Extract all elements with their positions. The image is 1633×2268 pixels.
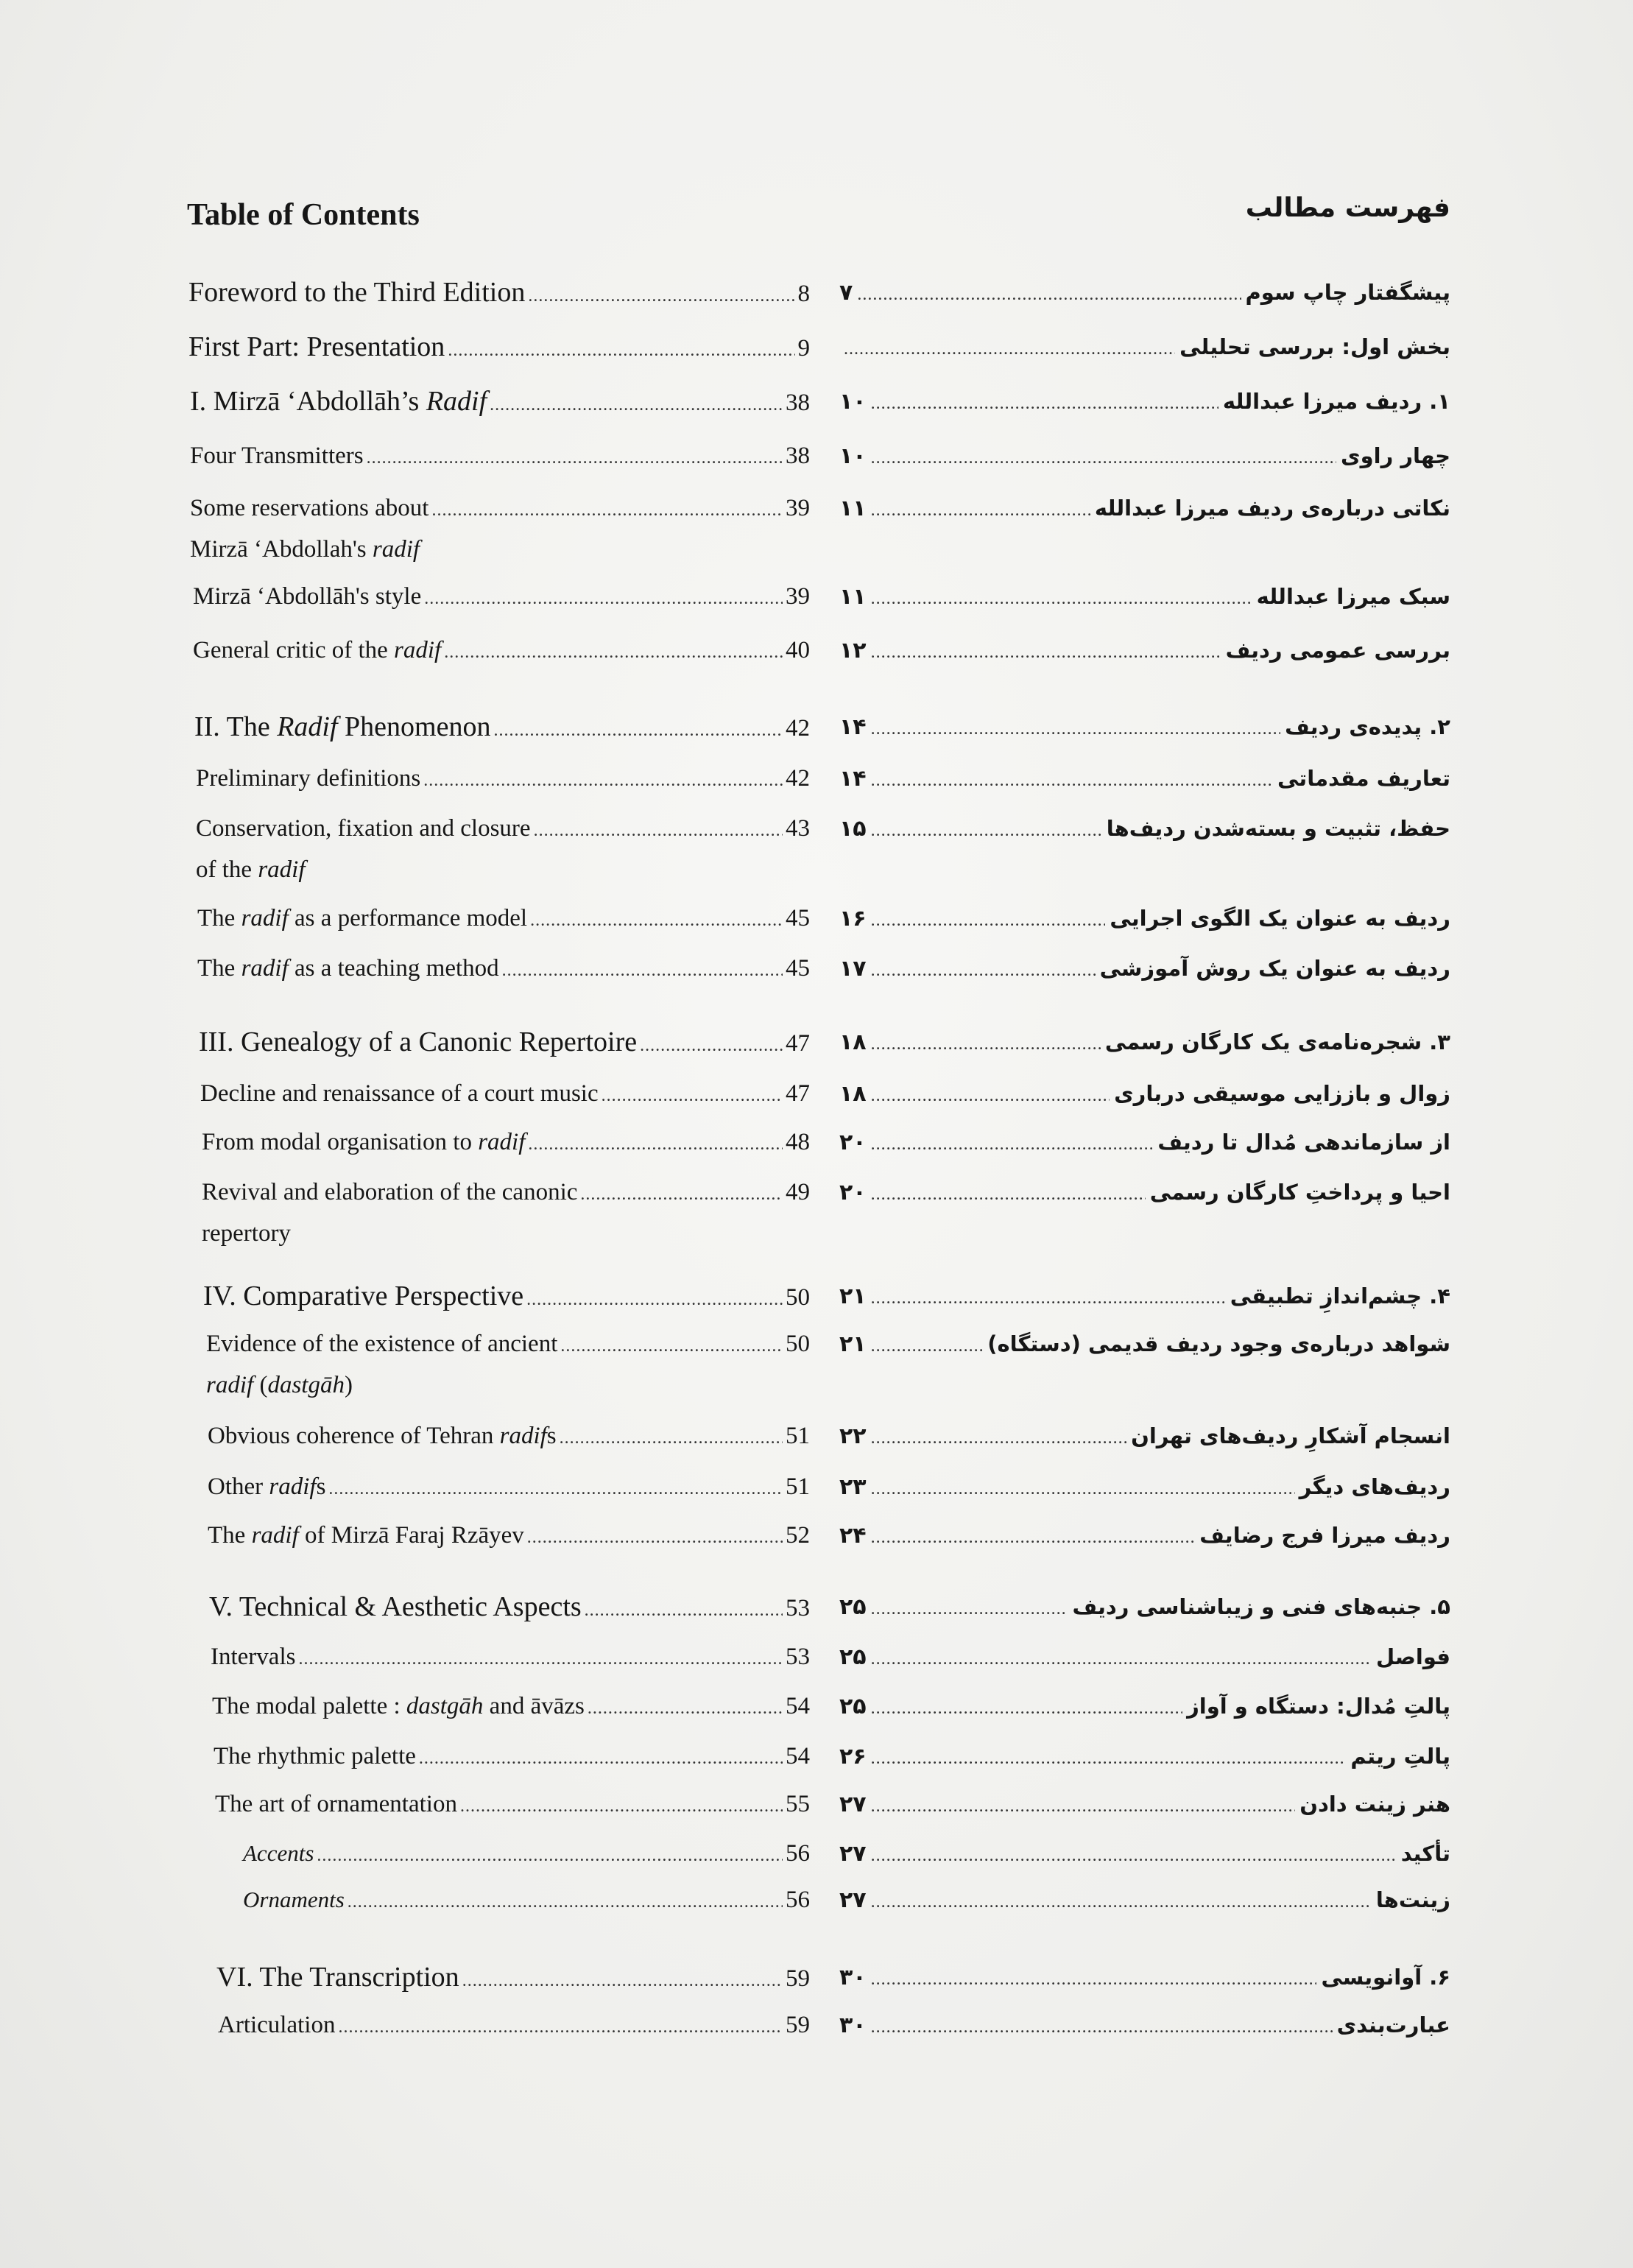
- toc-entry-english: [200, 1075, 810, 1112]
- dot-leader: [431, 492, 783, 529]
- entry-title-english-continued: radif (dastgāh): [206, 1372, 353, 1398]
- toc-row: [0, 1418, 1633, 1462]
- toc-row: [0, 383, 1633, 427]
- page-number-english: 53: [786, 1595, 810, 1621]
- dot-leader: [871, 1471, 1295, 1507]
- page-number-persian: ۷: [839, 280, 853, 306]
- dot-leader: [871, 1788, 1296, 1825]
- entry-title-english-continued: of the radif: [196, 856, 306, 883]
- toc-row: [0, 708, 1633, 753]
- dot-leader: [871, 1077, 1110, 1114]
- dot-leader: [298, 1641, 783, 1677]
- toc-entry-persian: [839, 383, 1450, 420]
- toc-entry-persian: [839, 490, 1450, 526]
- page-number-persian: ۲۷: [839, 1887, 867, 1913]
- entry-title-english: VI. The Transcription: [216, 1962, 459, 1993]
- entry-title-english: Foreword to the Third Edition: [188, 277, 526, 308]
- page-number-english: 45: [786, 955, 810, 982]
- entry-title-english: Mirzā ‘Abdollāh's style: [193, 583, 422, 610]
- toc-entry-persian: [839, 760, 1450, 797]
- toc-row: [0, 1124, 1633, 1168]
- dot-leader: [424, 580, 783, 617]
- entry-title-persian: ۱. ردیف میرزا عبدالله: [1222, 389, 1450, 414]
- toc-row: [0, 1075, 1633, 1119]
- toc-entry-english: [202, 1174, 810, 1211]
- toc-row: [0, 437, 1633, 482]
- dot-leader: [871, 385, 1218, 422]
- entry-title-english: The radif of Mirzā Faraj Rzāyev: [208, 1522, 524, 1549]
- entry-title-english: Accents: [243, 1840, 314, 1866]
- dot-leader: [462, 1962, 783, 1999]
- toc-entry-persian: [839, 810, 1450, 847]
- toc-entry-english: [190, 383, 810, 420]
- toc-entry-persian: [839, 1325, 1450, 1362]
- page-number-english: 38: [786, 390, 810, 416]
- toc-entry-persian: [839, 1278, 1450, 1314]
- dot-leader: [526, 1281, 783, 1318]
- toc-entry-persian: [839, 1959, 1450, 1996]
- entry-title-english: V. Technical & Aesthetic Aspects: [209, 1591, 582, 1622]
- toc-entry-persian: [839, 1835, 1450, 1872]
- toc-row: [0, 810, 1633, 883]
- entry-title-persian: ۴. چشم‌اندازِ تطبیقی: [1230, 1283, 1450, 1309]
- toc-entry-english: [193, 578, 810, 615]
- toc-row: [0, 900, 1633, 944]
- toc-entry-persian: [839, 708, 1450, 745]
- entry-title-english: Other radifs: [208, 1473, 326, 1500]
- entry-title-persian: نکاتی درباره‌ی ردیف میرزا عبدالله: [1094, 496, 1450, 521]
- dot-leader: [871, 952, 1096, 989]
- toc-entry-persian: [839, 1124, 1450, 1161]
- dot-leader: [338, 2009, 783, 2046]
- entry-title-english: The art of ornamentation: [215, 1791, 457, 1817]
- toc-entry-english: [194, 708, 810, 745]
- dot-leader: [444, 634, 783, 671]
- dot-leader: [871, 1026, 1101, 1063]
- toc-row: [0, 1688, 1633, 1732]
- page-number-persian: ۱۶: [839, 906, 867, 932]
- dot-leader: [448, 332, 794, 369]
- dot-leader: [871, 2009, 1333, 2046]
- toc-entry-english: [203, 1278, 810, 1314]
- toc-entry-english: [196, 810, 810, 847]
- dot-leader: [871, 492, 1090, 529]
- dot-leader: [527, 1519, 783, 1556]
- entry-title-persian: ردیف میرزا فرج رضایف: [1199, 1523, 1450, 1548]
- entry-title-persian: ردیف به عنوان یک روش آموزشی: [1099, 956, 1450, 981]
- toc-entry-persian: [839, 1517, 1450, 1554]
- entry-title-persian: سبک میرزا عبدالله: [1256, 584, 1450, 609]
- page-number-persian: ۱۰: [839, 389, 867, 415]
- page-number-english: 59: [786, 1965, 810, 1992]
- page-number-english: 39: [786, 583, 810, 610]
- page-number-english: 50: [786, 1284, 810, 1311]
- dot-leader: [871, 1740, 1347, 1777]
- page-number-english: 53: [786, 1644, 810, 1670]
- toc-entry-persian: [839, 950, 1450, 987]
- toc-row: [0, 1835, 1633, 1879]
- dot-leader: [871, 1837, 1397, 1874]
- page-number-persian: ۱۴: [839, 714, 867, 740]
- page-number-english: 42: [786, 765, 810, 792]
- toc-entry-english: [188, 328, 810, 365]
- page-number-english: 56: [786, 1840, 810, 1867]
- dot-leader: [460, 1788, 783, 1825]
- dot-leader: [580, 1176, 783, 1213]
- entry-title-english: II. The Radif Phenomenon: [194, 711, 491, 742]
- page-number-english: 54: [786, 1743, 810, 1769]
- entry-title-english: Revival and elaboration of the canonic: [202, 1179, 578, 1205]
- dot-leader: [640, 1027, 783, 1064]
- entry-title-english: From modal organisation to radif: [202, 1129, 526, 1155]
- entry-title-persian: تأکید: [1400, 1841, 1450, 1866]
- toc-entry-english: [190, 437, 810, 474]
- page-number-persian: ۱۸: [839, 1029, 867, 1055]
- toc-entry-english: [215, 1786, 810, 1822]
- page-number-persian: ۱۷: [839, 956, 867, 982]
- toc-entry-english: [208, 1517, 810, 1554]
- dot-leader: [871, 1328, 984, 1364]
- dot-leader: [871, 711, 1280, 747]
- page-number-persian: ۳۰: [839, 1965, 867, 1990]
- entry-title-english-continued: Mirzā ‘Abdollah's radif: [190, 536, 420, 563]
- toc-row: [0, 632, 1633, 676]
- toc-row: [0, 950, 1633, 994]
- page-number-persian: ۱۰: [839, 443, 867, 469]
- entry-title-english: Four Transmitters: [190, 443, 364, 469]
- toc-entry-persian: [839, 1881, 1450, 1918]
- page-number-english: 45: [786, 905, 810, 932]
- entry-title-english: Decline and renaissance of a court music: [200, 1080, 599, 1107]
- entry-title-english: The radif as a performance model: [197, 905, 528, 932]
- toc-row: [0, 1738, 1633, 1782]
- page-number-persian: ۲۳: [839, 1474, 867, 1500]
- page-number-english: 50: [786, 1331, 810, 1357]
- toc-row: [0, 490, 1633, 563]
- dot-leader: [534, 812, 783, 849]
- toc-entry-persian: [839, 1024, 1450, 1060]
- page-number-english: 54: [786, 1693, 810, 1719]
- toc-entry-persian: [839, 1688, 1450, 1725]
- page-number-persian: ۱۱: [839, 496, 867, 521]
- page-number-english: 48: [786, 1129, 810, 1155]
- toc-entry-english: [197, 900, 810, 937]
- entry-title-english: IV. Comparative Perspective: [203, 1281, 524, 1311]
- page-number-english: 40: [786, 637, 810, 663]
- dot-leader: [419, 1740, 783, 1777]
- page-number-english: 52: [786, 1522, 810, 1549]
- entry-title-persian: ۲. پدیده‌ی ردیف: [1285, 714, 1450, 739]
- entry-title-persian: عبارت‌بندی: [1336, 2012, 1450, 2038]
- page-number-english: 56: [786, 1887, 810, 1913]
- entry-title-english: I. Mirzā ‘Abdollāh’s Radif: [190, 386, 487, 417]
- toc-entry-persian: [839, 1588, 1450, 1625]
- toc-entry-english: [188, 274, 810, 311]
- entry-title-english: First Part: Presentation: [188, 331, 445, 362]
- page-number-english: 49: [786, 1179, 810, 1205]
- dot-leader: [844, 331, 1175, 367]
- toc-entry-english: [212, 1688, 810, 1725]
- page-number-english: 51: [786, 1473, 810, 1500]
- page-number-persian: ۱۸: [839, 1081, 867, 1107]
- dot-leader: [871, 1641, 1372, 1677]
- dot-leader: [871, 580, 1252, 617]
- toc-entry-persian: [839, 2007, 1450, 2043]
- dot-leader: [317, 1837, 783, 1874]
- toc-row: [0, 328, 1633, 373]
- toc-row: [0, 274, 1633, 318]
- page-number-english: 47: [786, 1030, 810, 1057]
- toc-row: [0, 1024, 1633, 1068]
- page-number-english: 8: [797, 281, 810, 307]
- entry-title-english: The rhythmic palette: [214, 1743, 416, 1769]
- dot-leader: [871, 812, 1102, 849]
- toc-heading-english: Table of Contents: [187, 198, 420, 232]
- toc-row: [0, 1881, 1633, 1926]
- dot-leader: [871, 1591, 1068, 1627]
- dot-leader: [871, 1884, 1372, 1920]
- toc-row: [0, 1959, 1633, 2003]
- toc-row: [0, 1468, 1633, 1512]
- page-number-english: 39: [786, 495, 810, 521]
- page-number-persian: ۲۰: [839, 1180, 867, 1205]
- page-number-persian: ۲۴: [839, 1523, 867, 1549]
- entry-title-persian: ۵. جنبه‌های فنی و زیباشناسی ردیف: [1072, 1594, 1450, 1619]
- entry-title-persian: پالتِ مُدال: دستگاه و آواز: [1187, 1694, 1450, 1719]
- entry-title-persian: زینت‌ها: [1375, 1887, 1450, 1912]
- toc-entry-persian: [839, 900, 1450, 937]
- toc-entry-persian: [839, 1468, 1450, 1505]
- page-number-persian: ۱۱: [839, 584, 867, 610]
- entry-title-persian: چهار راوی: [1341, 443, 1450, 468]
- page-number-persian: ۲۱: [839, 1283, 867, 1309]
- toc-row: [0, 1325, 1633, 1398]
- page-number-english: 55: [786, 1791, 810, 1817]
- entry-title-persian: بخش اول: بررسی تحلیلی: [1179, 334, 1450, 359]
- entry-title-english: III. Genealogy of a Canonic Repertoire: [199, 1026, 638, 1057]
- page-number-english: 47: [786, 1080, 810, 1107]
- entry-title-persian: ردیف به عنوان یک الگوی اجرایی: [1110, 906, 1450, 931]
- toc-entry-persian: [839, 1418, 1450, 1454]
- entry-title-persian: هنر زینت دادن: [1299, 1792, 1450, 1817]
- dot-leader: [328, 1471, 783, 1507]
- page-number-english: 9: [797, 335, 810, 362]
- entry-title-english: Articulation: [218, 2012, 336, 2038]
- page-number-english: 42: [786, 715, 810, 742]
- page-number-english: 59: [786, 2012, 810, 2038]
- entry-title-persian: ردیف‌های دیگر: [1299, 1474, 1450, 1499]
- toc-row: [0, 760, 1633, 804]
- toc-entry-persian: [839, 437, 1450, 474]
- toc-row: [0, 2007, 1633, 2051]
- dot-leader: [530, 902, 783, 939]
- page-number-persian: ۱۵: [839, 816, 867, 842]
- entry-title-english: The modal palette : dastgāh and āvāzs: [212, 1693, 585, 1719]
- entry-title-english: Conservation, fixation and closure: [196, 815, 531, 842]
- toc-entry-persian: [839, 1075, 1450, 1112]
- entry-title-persian: بررسی عمومی ردیف: [1225, 638, 1450, 663]
- toc-entry-english: [216, 1959, 810, 1996]
- toc-entry-english: [197, 950, 810, 987]
- dot-leader: [871, 762, 1273, 799]
- toc-row: [0, 1638, 1633, 1683]
- page-number-persian: ۱۲: [839, 638, 867, 663]
- dot-leader: [871, 1519, 1196, 1556]
- dot-leader: [560, 1420, 783, 1457]
- dot-leader: [588, 1690, 783, 1727]
- entry-title-english: Preliminary definitions: [196, 765, 421, 792]
- entry-title-persian: پالتِ ریتم: [1350, 1744, 1450, 1769]
- dot-leader: [528, 278, 794, 314]
- entry-title-persian: ۳. شجره‌نامه‌ی یک کارگان رسمی: [1104, 1029, 1450, 1054]
- dot-leader: [871, 1420, 1126, 1457]
- toc-entry-english: [196, 760, 810, 797]
- toc-entry-persian: [839, 1174, 1450, 1211]
- dot-leader: [348, 1884, 783, 1920]
- entry-title-english: The radif as a teaching method: [197, 955, 499, 982]
- dot-leader: [367, 440, 783, 476]
- toc-entry-english: [199, 1024, 810, 1060]
- entry-title-persian: تعاریف مقدماتی: [1277, 766, 1450, 791]
- toc-row: [0, 1278, 1633, 1322]
- toc-entry-persian: [839, 1638, 1450, 1675]
- entry-title-persian: ۶. آوانویسی: [1321, 1965, 1450, 1990]
- toc-entry-english: [208, 1418, 810, 1454]
- dot-leader: [871, 634, 1221, 671]
- dot-leader: [871, 1126, 1154, 1163]
- toc-entry-persian: [839, 1786, 1450, 1822]
- page-number-persian: ۲۷: [839, 1841, 867, 1867]
- dot-leader: [871, 440, 1336, 476]
- page-number-persian: ۱۴: [839, 766, 867, 792]
- toc-row: [0, 1517, 1633, 1561]
- toc-row: [0, 578, 1633, 622]
- dot-leader: [585, 1592, 783, 1629]
- entry-title-persian: حفظ، تثبیت و بسته‌شدن ردیف‌ها: [1106, 816, 1450, 841]
- entry-title-persian: پیشگفتار چاپ سوم: [1245, 280, 1450, 305]
- toc-entry-english: [190, 490, 810, 526]
- toc-entry-persian: [839, 1738, 1450, 1775]
- dot-leader: [423, 762, 783, 799]
- toc-entry-english: [243, 1881, 810, 1918]
- page-number-persian: ۲۲: [839, 1423, 867, 1449]
- entry-title-persian: زوال و باززایی موسیقی درباری: [1114, 1081, 1450, 1106]
- entry-title-english: Obvious coherence of Tehran radifs: [208, 1423, 557, 1449]
- toc-row: [0, 1588, 1633, 1633]
- page-number-persian: ۲۱: [839, 1331, 867, 1357]
- toc-entry-persian: [839, 328, 1450, 365]
- entry-title-persian: شواهد درباره‌ی وجود ردیف قدیمی (دستگاه): [987, 1331, 1450, 1356]
- dot-leader: [502, 952, 783, 989]
- page-number-persian: ۲۵: [839, 1594, 867, 1620]
- toc-entry-persian: [839, 578, 1450, 615]
- toc-row: [0, 1174, 1633, 1247]
- dot-leader: [490, 387, 783, 423]
- dot-leader: [857, 276, 1241, 313]
- page-number-persian: ۲۰: [839, 1130, 867, 1155]
- toc-entry-english: [193, 632, 810, 669]
- toc-entry-persian: [839, 632, 1450, 669]
- toc-entry-english: [209, 1588, 810, 1625]
- entry-title-persian: از سازماندهی مُدال تا ردیف: [1157, 1130, 1450, 1155]
- toc-entry-english: [214, 1738, 810, 1775]
- dot-leader: [871, 1690, 1182, 1727]
- dot-leader: [871, 1961, 1317, 1998]
- page-number-english: 43: [786, 815, 810, 842]
- toc-entry-english: [202, 1124, 810, 1161]
- toc-entry-english: [206, 1325, 810, 1362]
- toc-entry-english: [211, 1638, 810, 1675]
- toc-entry-persian: [839, 274, 1450, 311]
- dot-leader: [493, 712, 783, 749]
- toc-entry-english: [208, 1468, 810, 1505]
- page-number-persian: ۲۵: [839, 1644, 867, 1670]
- dot-leader: [602, 1077, 783, 1114]
- entry-title-english: Some reservations about: [190, 495, 429, 521]
- page-number-persian: ۳۰: [839, 2012, 867, 2038]
- toc-entry-english: [243, 1835, 810, 1872]
- entry-title-persian: فواصل: [1375, 1644, 1450, 1669]
- dot-leader: [871, 1280, 1226, 1317]
- entry-title-english-continued: repertory: [202, 1220, 291, 1247]
- dot-leader: [560, 1328, 783, 1364]
- page-number-persian: ۲۷: [839, 1792, 867, 1817]
- page-number-persian: ۲۶: [839, 1744, 867, 1769]
- entry-title-persian: احیا و پرداختِ کارگان رسمی: [1149, 1180, 1450, 1205]
- page-number-english: 38: [786, 443, 810, 469]
- page-number-persian: ۲۵: [839, 1694, 867, 1719]
- dot-leader: [871, 1176, 1146, 1213]
- dot-leader: [871, 902, 1106, 939]
- entry-title-english: Intervals: [211, 1644, 296, 1670]
- entry-title-english: General critic of the radif: [193, 637, 442, 663]
- entry-title-english: Ornaments: [243, 1887, 345, 1912]
- page-number-english: 51: [786, 1423, 810, 1449]
- toc-entry-english: [218, 2007, 810, 2043]
- toc-heading-persian: فهرست مطالب: [1245, 193, 1450, 223]
- entry-title-english: Evidence of the existence of ancient: [206, 1331, 558, 1357]
- entry-title-persian: انسجام آشکارِ ردیف‌های تهران: [1131, 1423, 1450, 1448]
- toc-row: [0, 1786, 1633, 1830]
- dot-leader: [528, 1126, 783, 1163]
